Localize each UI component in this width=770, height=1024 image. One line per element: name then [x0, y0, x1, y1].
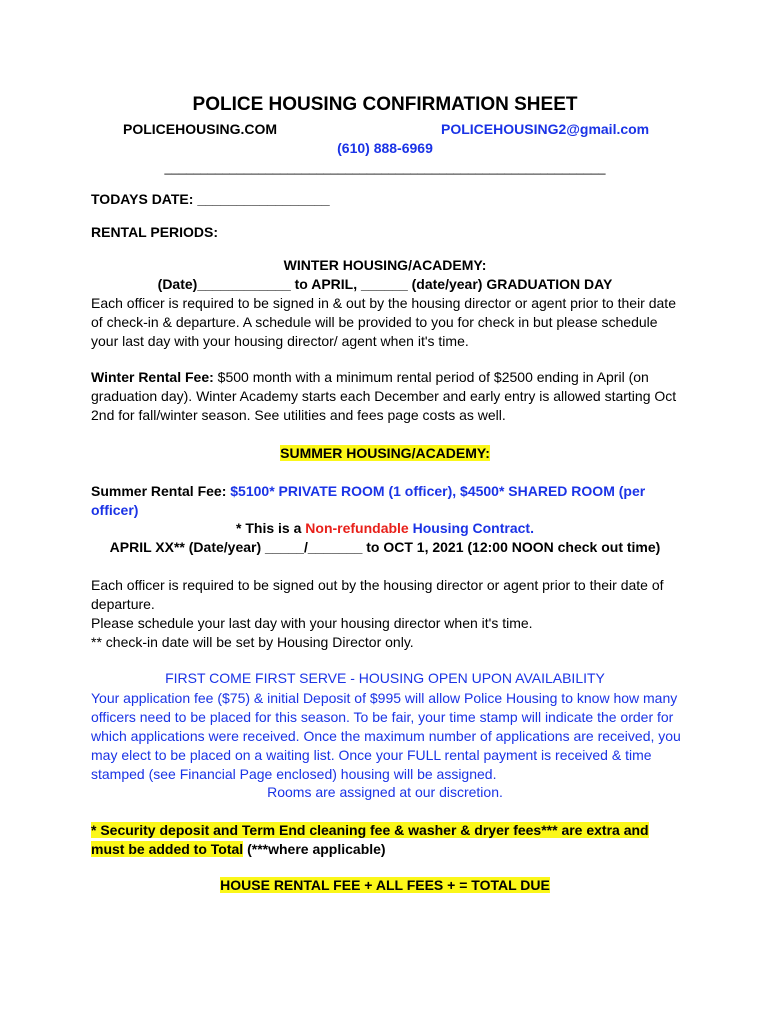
- total-due-wrap: [0, 877, 770, 893]
- winter-fee-line: [91, 368, 691, 387]
- security-line: [91, 840, 691, 859]
- website-link[interactable]: POLICEHOUSING.COM: [123, 121, 278, 137]
- winter-fee-line: graduation day). Winter Academy starts each December and early entry is allowed starting Oct: [91, 388, 677, 404]
- winter-fee-text: $500 month with a minimum rental period of $2500 ending in April (on: [213, 369, 649, 385]
- summer-description-line: Each officer is required to be signed out by the housing director or agent prior to their date of: [91, 577, 664, 593]
- summer-heading: SUMMER HOUSING/ACADEMY:: [280, 445, 490, 461]
- winter-fee-line: 2nd for fall/winter season. See utilities and fees page costs as well.: [91, 407, 506, 423]
- page-title: POLICE HOUSING CONFIRMATION SHEET: [192, 94, 578, 115]
- security-line-2-rest: (***where applicable): [243, 841, 386, 857]
- summer-description-line: Please schedule your last day with your housing director when it's time.: [91, 615, 533, 631]
- header-divider: _____________________________________________________________: [164, 160, 606, 175]
- phone-number: (610) 888-6969: [337, 140, 433, 156]
- summer-fee-value: $5100* PRIVATE ROOM (1 officer), $4500* SHARED ROOM (per: [226, 483, 646, 499]
- summer-description-line: departure.: [91, 596, 155, 612]
- first-come-description: [91, 689, 691, 784]
- first-come-line: Your application fee ($75) & initial Deposit of $995 will allow Police Housing to know how many: [91, 690, 678, 706]
- summer-fee-block: [91, 482, 691, 520]
- security-deposit-note: [91, 821, 691, 859]
- winter-fee-block: [91, 368, 691, 425]
- discretion-note: Rooms are assigned at our discretion.: [267, 784, 503, 800]
- winter-description: [91, 294, 691, 351]
- first-come-heading: FIRST COME FIRST SERVE - HOUSING OPEN UPON AVAILABILITY: [165, 670, 605, 686]
- winter-description-line: Each officer is required to be signed in & out by the housing director or agent prior to their date: [91, 295, 676, 311]
- todays-date-field: TODAYS DATE: _________________: [91, 191, 330, 207]
- winter-description-line: your last day with your housing director/ agent when it's time.: [91, 333, 469, 349]
- summer-fee-line: [91, 482, 691, 501]
- total-due-line: HOUSE RENTAL FEE + ALL FEES + = TOTAL DUE: [220, 877, 550, 893]
- summer-dates-line: APRIL XX** (Date/year) _____/_______ to OCT 1, 2021 (12:00 NOON check out time): [109, 539, 661, 555]
- first-come-line: stamped (see Financial Page enclosed) housing will be assigned.: [91, 766, 497, 782]
- first-come-line: may elect to be placed on a waiting list. Once your FULL rental payment is received & time: [91, 747, 652, 763]
- winter-dates-line: (Date)____________ to APRIL, ______ (date/year) GRADUATION DAY: [157, 276, 613, 292]
- first-come-line: officers need to be placed for this season. To be fair, your time stamp will indicate the order for: [91, 709, 674, 725]
- first-come-line: which applications were received. Once the maximum number of applications are received, you: [91, 728, 681, 744]
- summer-fee-label: Summer Rental Fee:: [91, 483, 227, 499]
- contract-notice: [0, 520, 770, 536]
- security-line-2: must be added to Total: [91, 841, 244, 857]
- winter-fee-label: Winter Rental Fee:: [91, 369, 214, 385]
- winter-description-line: of check-in & departure. A schedule will be provided to you for check in but please schedule: [91, 314, 658, 330]
- contract-suffix: Housing Contract.: [408, 520, 534, 536]
- email-link[interactable]: POLICEHOUSING2@gmail.com: [441, 121, 650, 137]
- security-line: [91, 821, 691, 840]
- summer-description: [91, 576, 691, 652]
- summer-fee-line: officer): [91, 502, 139, 518]
- summer-description-line: ** check-in date will be set by Housing Director only.: [91, 634, 414, 650]
- contract-prefix: * This is a: [236, 520, 306, 536]
- rental-periods-heading: RENTAL PERIODS:: [91, 224, 219, 240]
- security-line-1: * Security deposit and Term End cleaning fee & washer & dryer fees*** are extra and: [91, 822, 649, 838]
- non-refundable-label: Non-refundable: [305, 520, 409, 536]
- summer-heading-wrap: [0, 445, 770, 461]
- winter-heading: WINTER HOUSING/ACADEMY:: [283, 257, 487, 273]
